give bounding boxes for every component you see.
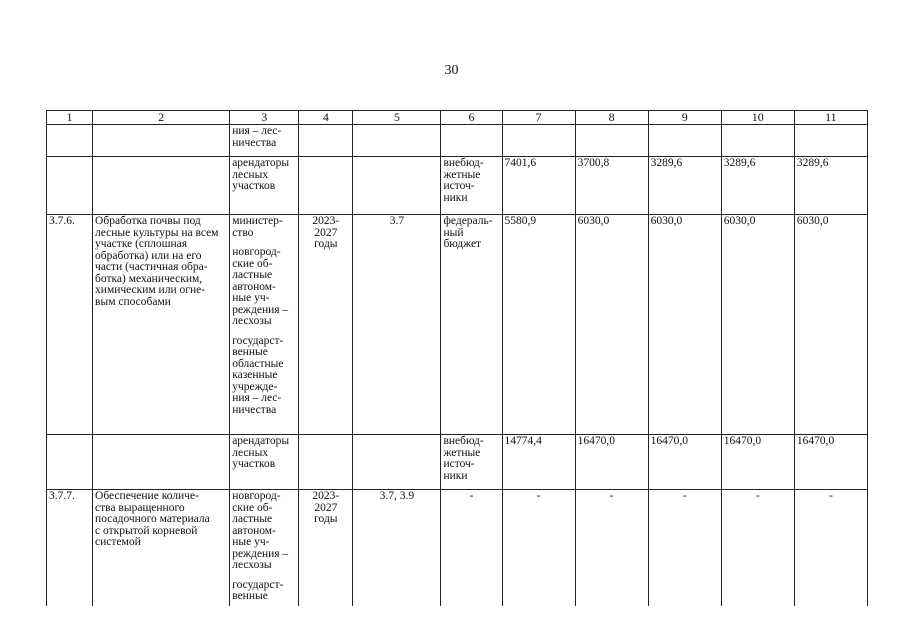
indicator-cell: 3.7, 3.9 [353,490,441,607]
column-number: 3 [230,111,299,125]
measure-id-cell: 3.7.6. [47,215,93,435]
period-cell: 2023- 2027 годы [299,215,353,435]
amount-cell [502,125,575,157]
funding-source-cell: внебюд- жетные источ- ники [441,435,502,490]
table-row [47,490,868,607]
amount-cell: 3700,8 [575,157,648,215]
executor-entry: государст- венные [232,578,284,602]
page-number: 30 [444,63,459,78]
indicator-cell [353,157,441,215]
measure-id-cell [47,125,93,157]
amount-cell [794,125,867,157]
measure-name-cell [93,125,230,157]
executor-entry: арендаторы лесных участков [232,435,290,470]
amount-cell: - [721,490,794,607]
executor-entry: государст- венные областные казенные учрежде- ния – лес- ничества [232,334,284,416]
amount-cell: 3289,6 [794,157,867,215]
indicator-cell: 3.7 [353,215,441,435]
measure-name-cell: Обработка почвы под лесные культуры на всем участке (сплошная обработка) или на его части (частичная обра- ботка) механическим, химическим или огне- вым способами [93,215,230,435]
table-row [47,157,868,215]
column-number: 9 [648,111,721,125]
amount-cell: 14774,4 [502,435,575,490]
column-number: 4 [299,111,353,125]
column-number: 10 [721,111,794,125]
amount-cell: - [502,490,575,607]
funding-source-cell: федераль- ный бюджет [441,215,502,435]
amount-cell: 16470,0 [721,435,794,490]
funding-source-cell: - [441,490,502,607]
column-number: 2 [93,111,230,125]
executor-entry: новгород- ские об- ластные автоном- ные уч- реждения – лесхозы [232,246,289,327]
amount-cell: 6030,0 [721,215,794,435]
measure-id-cell: 3.7.7. [47,490,93,607]
executor-entry: новгород- ские об- ластные автоном- ные уч- реждения – лесхозы [232,490,289,571]
indicator-cell [353,125,441,157]
column-number: 6 [441,111,502,125]
program-table [46,110,868,606]
column-number: 8 [575,111,648,125]
amount-cell: - [575,490,648,607]
amount-cell: 16470,0 [648,435,721,490]
measure-name-cell [93,435,230,490]
funding-source-cell [441,125,502,157]
amount-cell: 3289,6 [648,157,721,215]
column-number-row [47,111,868,125]
executor-entry: ния – лес- ничества [232,125,282,149]
table-row [47,435,868,490]
amount-cell: 6030,0 [794,215,867,435]
amount-cell: 16470,0 [794,435,867,490]
table-row [47,215,868,435]
amount-cell: - [648,490,721,607]
column-number: 5 [353,111,441,125]
executor-cell [230,215,299,435]
funding-source-cell: внебюд- жетные источ- ники [441,157,502,215]
amount-cell: - [794,490,867,607]
amount-cell: 7401,6 [502,157,575,215]
amount-cell [575,125,648,157]
table-row [47,125,868,157]
indicator-cell [353,435,441,490]
period-cell [299,435,353,490]
amount-cell: 6030,0 [648,215,721,435]
amount-cell [648,125,721,157]
measure-name-cell [93,157,230,215]
amount-cell: 16470,0 [575,435,648,490]
period-cell [299,125,353,157]
column-number: 7 [502,111,575,125]
executor-cell [230,490,299,607]
amount-cell: 6030,0 [575,215,648,435]
executor-cell [230,125,299,157]
amount-cell [721,125,794,157]
executor-cell [230,157,299,215]
executor-entry: министер- ство [232,215,283,239]
measure-id-cell [47,435,93,490]
period-cell: 2023- 2027 годы [299,490,353,607]
period-cell [299,157,353,215]
measure-id-cell [47,157,93,215]
executor-entry: арендаторы лесных участков [232,157,290,192]
amount-cell: 5580,9 [502,215,575,435]
amount-cell: 3289,6 [721,157,794,215]
column-number: 11 [794,111,867,125]
executor-cell [230,435,299,490]
measure-name-cell: Обеспечение количе- ства выращенного посадочного материала с открытой корневой системой [93,490,230,607]
column-number: 1 [47,111,93,125]
